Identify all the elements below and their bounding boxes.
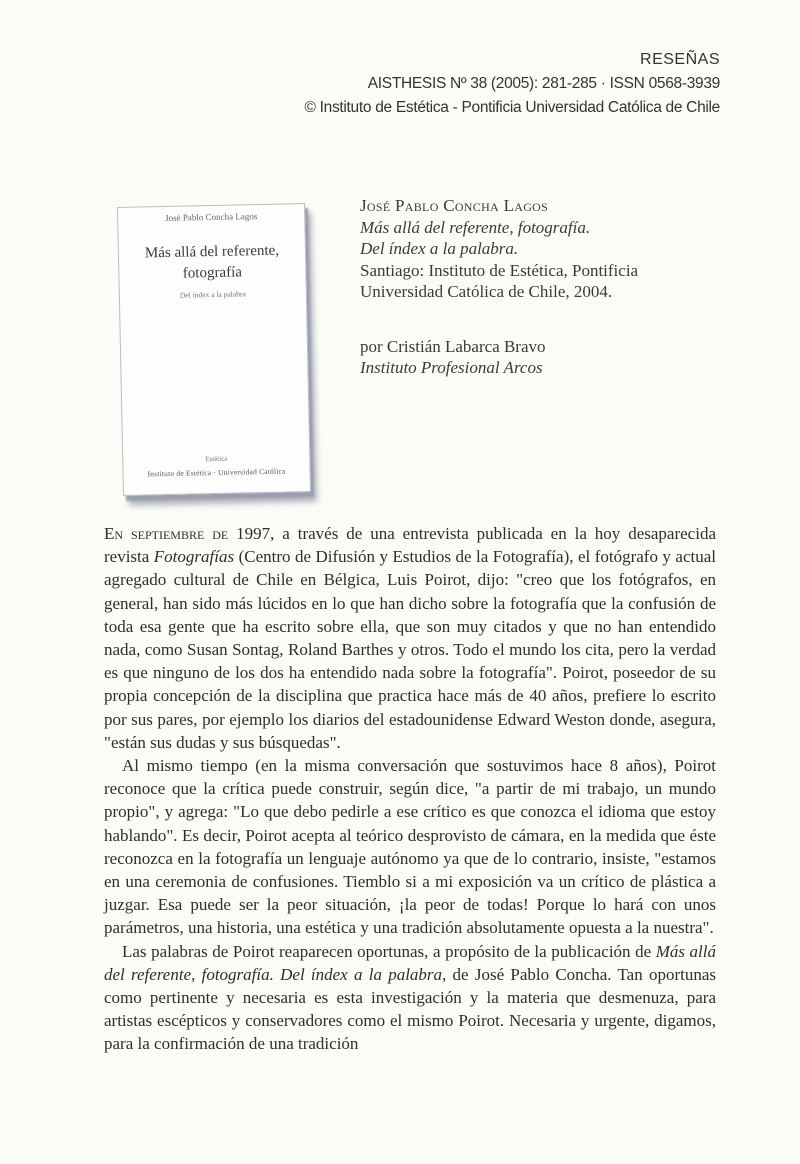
reference-author: José Pablo Concha Lagos — [360, 196, 549, 215]
cover-author: José Pablo Concha Lagos — [165, 211, 258, 223]
reference-imprint-line1: Santiago: Instituto de Estética, Pontificia — [360, 260, 639, 280]
paragraph-2: Al mismo tiempo (en la misma conversación que sostuvimos hace 8 años), Poirot reconoce que la crítica puede construir, según dice, "a partir de mi trabajo, un mundo propio", y agrega: "Lo que debo pedirle a ese crítico es que conozca el idioma que estoy hablando". Es decir, Poirot acepta al teórico desprovisto de cámara, en la medida que éste reconozca en la fotografía un lenguaje autónomo ya que de lo contrario, insiste, "estamos en una ceremonia de confusiones. Tiemblo si a mi exposición va un crítico de plástica a juzgar. Esa puede ser la peor situación, ¡la peor de todas! Porque lo hará con unos parámetros, una historia, una estética y una tradición absolutamente opuesta a la nuestra". — [104, 756, 716, 938]
book-title-inline: Más allá del referente, fotografía. Del índex a la palabra — [104, 941, 716, 984]
paragraph-1-a: 1997, a través de una entrevista publicada en la hoy desaparecida revista — [104, 524, 716, 567]
paragraph-1 — [104, 522, 716, 754]
page-header — [200, 48, 720, 120]
journal-citation: AISTHESIS Nº 38 (2005): 281-285 · ISSN 0568-3939 — [367, 75, 720, 92]
paragraph-3-b: , de José Pablo Concha. Tan oportunas como pertinente y necesaria es esta investigación y la materia que desmenuza, para artistas escépticos y conservadores como el mismo Poirot. Necesaria y urgente, digamos, para la confirmación de una tradición — [104, 964, 716, 1054]
paragraph-3 — [104, 940, 716, 1056]
paragraph-1-b: (Centro de Difusión y Estudios de la Fotografía), el fotógrafo y actual agregado cultural de Chile en Bélgica, Luis Poirot, dijo: "creo que los fotógrafos, en general, han sido más lúcidos en lo que han dicho sobre la fotografía que la confusión de toda esa gente que ha escrito sobre ella, que son muy citados y que no han entendido nada, como Susan Sontag, Roland Barthes y otros. Todo el mundo los cita, pero la verdad es que ninguno de los dos ha entendido nada sobre la fotografía". Poirot, poseedor de su propia concepción de la disciplina que practica hace más de 40 años, prefiere lo escrito por sus pares, por ejemplo los diarios del estadounidense Edward Weston donde, asegura, "están sus dudas y sus búsquedas". — [104, 547, 716, 752]
cover-publisher: Instituto de Estética · Universidad Católica — [147, 466, 286, 479]
lead-in: En septiembre de — [104, 524, 229, 543]
reference-title-line1: Más allá del referente, fotografía. — [360, 217, 591, 237]
cover-subtitle: Del índex a la palabra — [179, 289, 246, 300]
reviewer-name: por Cristián Labarca Bravo — [360, 336, 546, 356]
section-label: RESEÑAS — [640, 51, 720, 68]
reference-imprint-line2: Universidad Católica de Chile, 2004. — [360, 282, 613, 301]
cover-title: Más allá del referente, fotografía — [144, 242, 280, 282]
reviewer-affiliation: Instituto Profesional Arcos — [360, 358, 543, 377]
book-cover-image — [117, 203, 311, 496]
book-reference — [360, 195, 720, 379]
paragraph-3-a: Las palabras de Poirot reaparecen oportunas, a propósito de la publicación de — [122, 941, 656, 961]
magazine-title: Fotografías — [153, 547, 235, 567]
cover-series: Estética — [205, 454, 228, 464]
reference-title-line2: Del índex a la palabra. — [360, 239, 519, 258]
copyright-line: © Instituto de Estética - Pontificia Universidad Católica de Chile — [304, 99, 720, 116]
review-body — [104, 522, 716, 1056]
